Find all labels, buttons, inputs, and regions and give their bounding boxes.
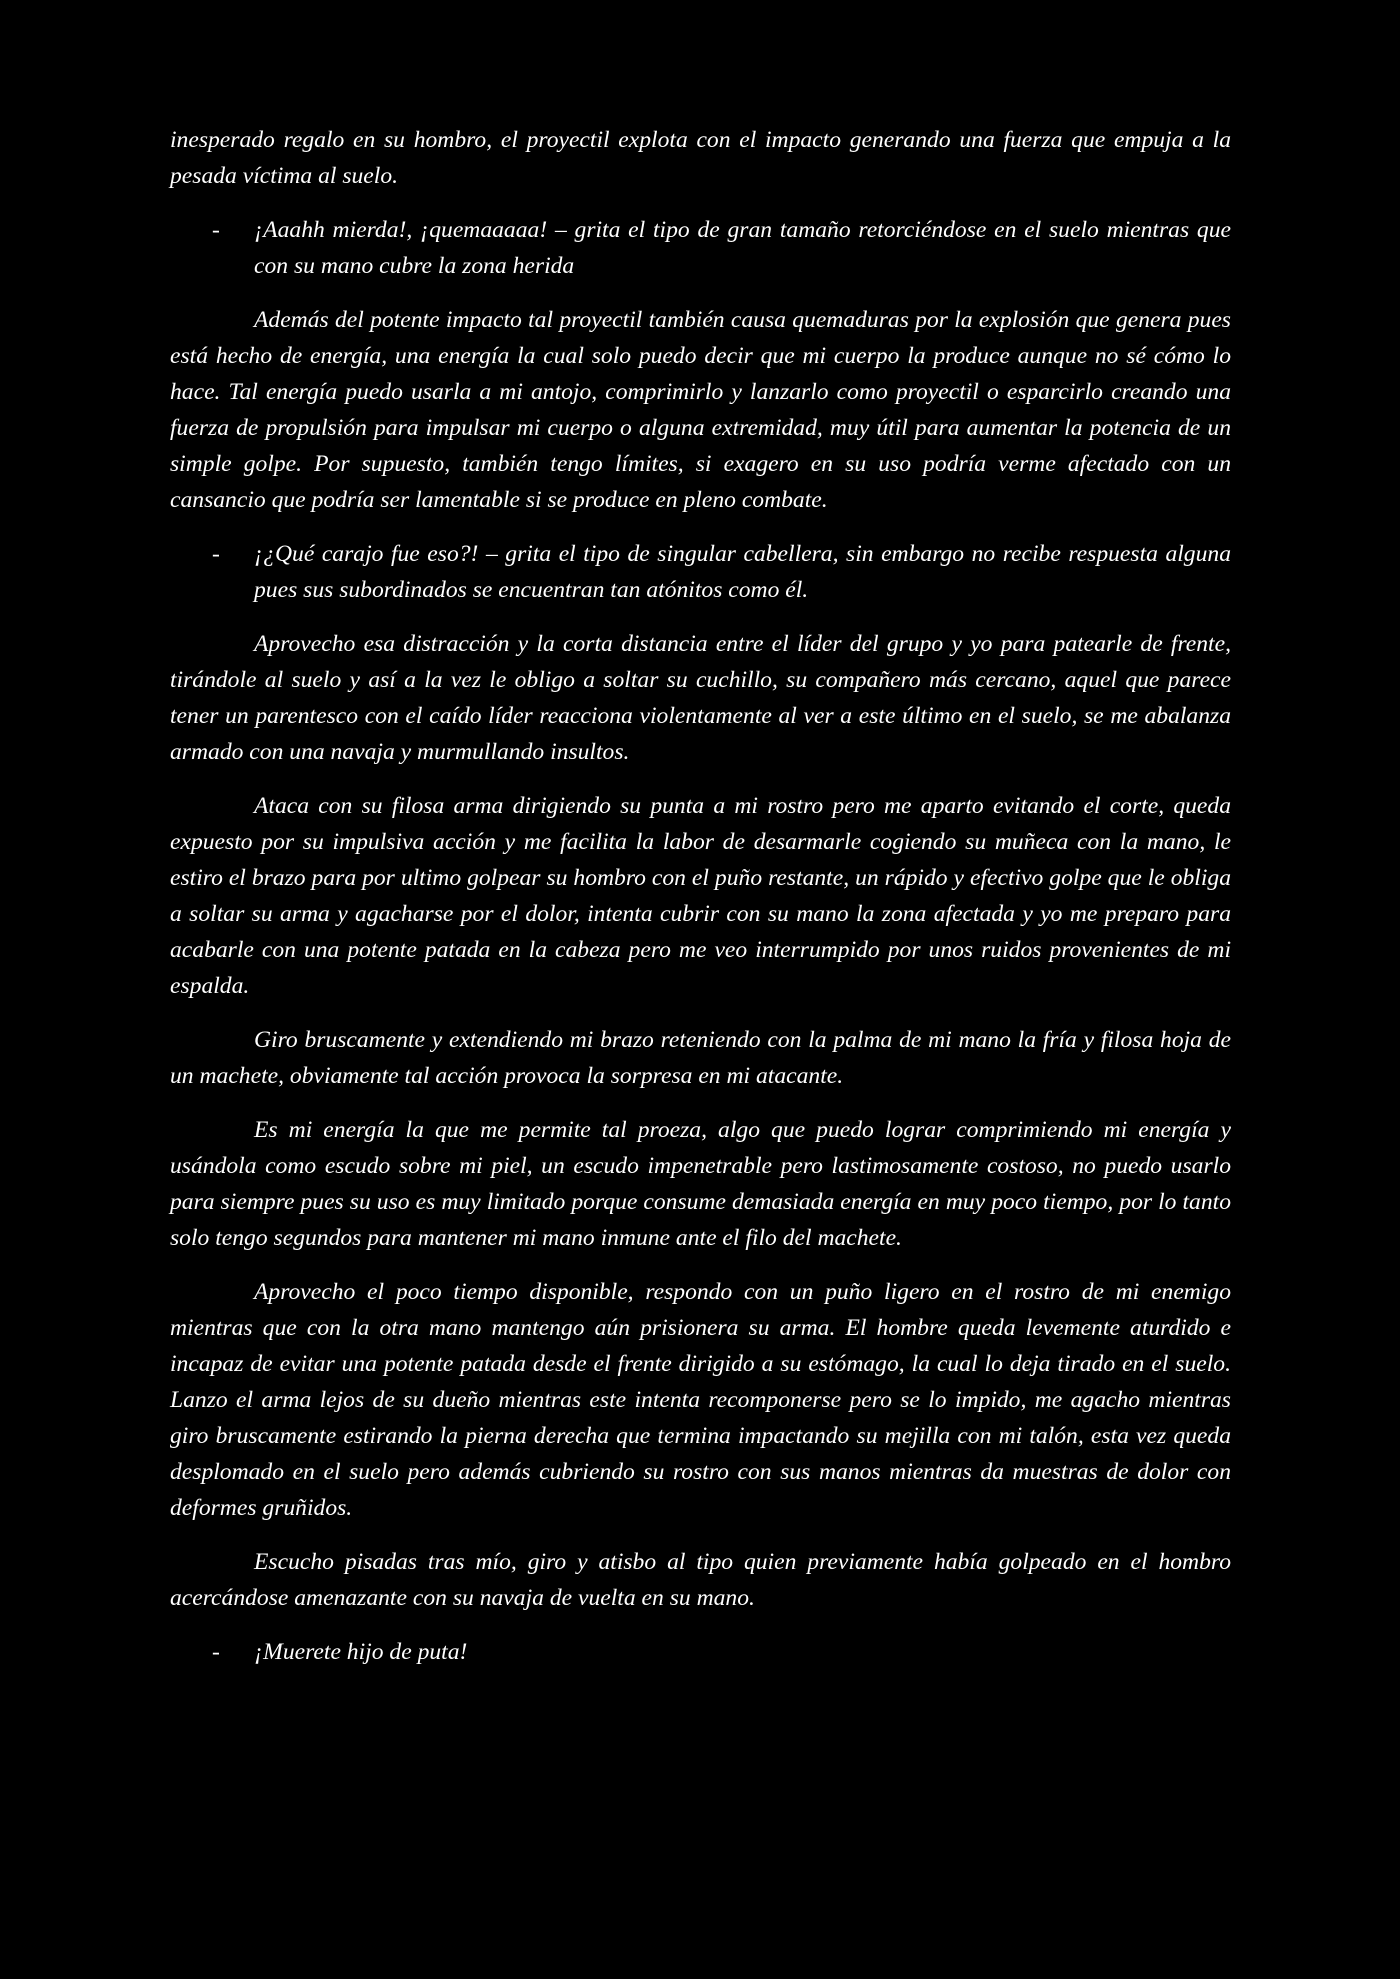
- dialogue-text: ¡Muerete hijo de puta!: [254, 1639, 468, 1665]
- dialogue-dash: -: [212, 1639, 220, 1665]
- document-page: [170, 122, 1231, 1688]
- paragraph-8: Escucho pisadas tras mío, giro y atisbo al tipo quien previamente había golpeado en el hombro acercándose amenazante con su navaja de vuelta en su mano.: [170, 1549, 1231, 1611]
- paragraph-4: Ataca con su filosa arma dirigiendo su punta a mi rostro pero me aparto evitando el corte, queda expuesto por su impulsiva acción y me facilita la labor de desarmarle cogiendo su muñeca con la mano, le estiro el brazo para por ultimo golpear su hombro con el puño restante, un rápido y efectivo golpe que le obliga a soltar su arma y agacharse por el dolor, intenta cubrir con su mano la zona afectada y yo me preparo para acabarle con una potente patada en la cabeza pero me veo interrumpido por unos ruidos provenientes de mi espalda.: [170, 793, 1231, 999]
- paragraph-5: Giro bruscamente y extendiendo mi brazo reteniendo con la palma de mi mano la fría y filosa hoja de un machete, obviamente tal acción provoca la sorpresa en mi atacante.: [170, 1027, 1231, 1089]
- dialogue-line-3: [170, 1634, 1231, 1670]
- dialogue-line-2: [170, 536, 1231, 608]
- paragraph-1: inesperado regalo en su hombro, el proyectil explota con el impacto generando una fuerza que empuja a la pesada víctima al suelo.: [170, 127, 1231, 189]
- dialogue-text: ¡¿Qué carajo fue eso?! – grita el tipo de singular cabellera, sin embargo no recibe respuesta alguna pues sus subordinados se encuentran tan atónitos como él.: [254, 541, 1231, 603]
- dialogue-dash: -: [212, 217, 220, 243]
- paragraph-3: Aprovecho esa distracción y la corta distancia entre el líder del grupo y yo para patearle de frente, tirándole al suelo y así a la vez le obligo a soltar su cuchillo, su compañero más cercano, aquel que parece tener un parentesco con el caído líder reacciona violentamente al ver a este último en el suelo, se me abalanza armado con una navaja y murmullando insultos.: [170, 631, 1231, 765]
- dialogue-line-1: [170, 212, 1231, 284]
- paragraph-6: Es mi energía la que me permite tal proeza, algo que puedo lograr comprimiendo mi energía y usándola como escudo sobre mi piel, un escudo impenetrable pero lastimosamente costoso, no puedo usarlo para siempre pues su uso es muy limitado porque consume demasiada energía en muy poco tiempo, por lo tanto solo tengo segundos para mantener mi mano inmune ante el filo del machete.: [170, 1117, 1231, 1251]
- paragraph-7: Aprovecho el poco tiempo disponible, respondo con un puño ligero en el rostro de mi enemigo mientras que con la otra mano mantengo aún prisionera su arma. El hombre queda levemente aturdido e incapaz de evitar una potente patada desde el frente dirigido a su estómago, la cual lo deja tirado en el suelo. Lanzo el arma lejos de su dueño mientras este intenta recomponerse pero se lo impido, me agacho mientras giro bruscamente estirando la pierna derecha que termina impactando su mejilla con mi talón, esta vez queda desplomado en el suelo pero además cubriendo su rostro con sus manos mientras da muestras de dolor con deformes gruñidos.: [170, 1279, 1231, 1521]
- paragraph-2: Además del potente impacto tal proyectil también causa quemaduras por la explosión que genera pues está hecho de energía, una energía la cual solo puedo decir que mi cuerpo la produce aunque no sé cómo lo hace. Tal energía puedo usarla a mi antojo, comprimirlo y lanzarlo como proyectil o esparcirlo creando una fuerza de propulsión para impulsar mi cuerpo o alguna extremidad, muy útil para aumentar la potencia de un simple golpe. Por supuesto, también tengo límites, si exagero en su uso podría verme afectado con un cansancio que podría ser lamentable si se produce en pleno combate.: [170, 307, 1231, 513]
- dialogue-dash: -: [212, 541, 220, 567]
- dialogue-text: ¡Aaahh mierda!, ¡quemaaaaa! – grita el tipo de gran tamaño retorciéndose en el suelo mientras que con su mano cubre la zona herida: [254, 217, 1231, 279]
